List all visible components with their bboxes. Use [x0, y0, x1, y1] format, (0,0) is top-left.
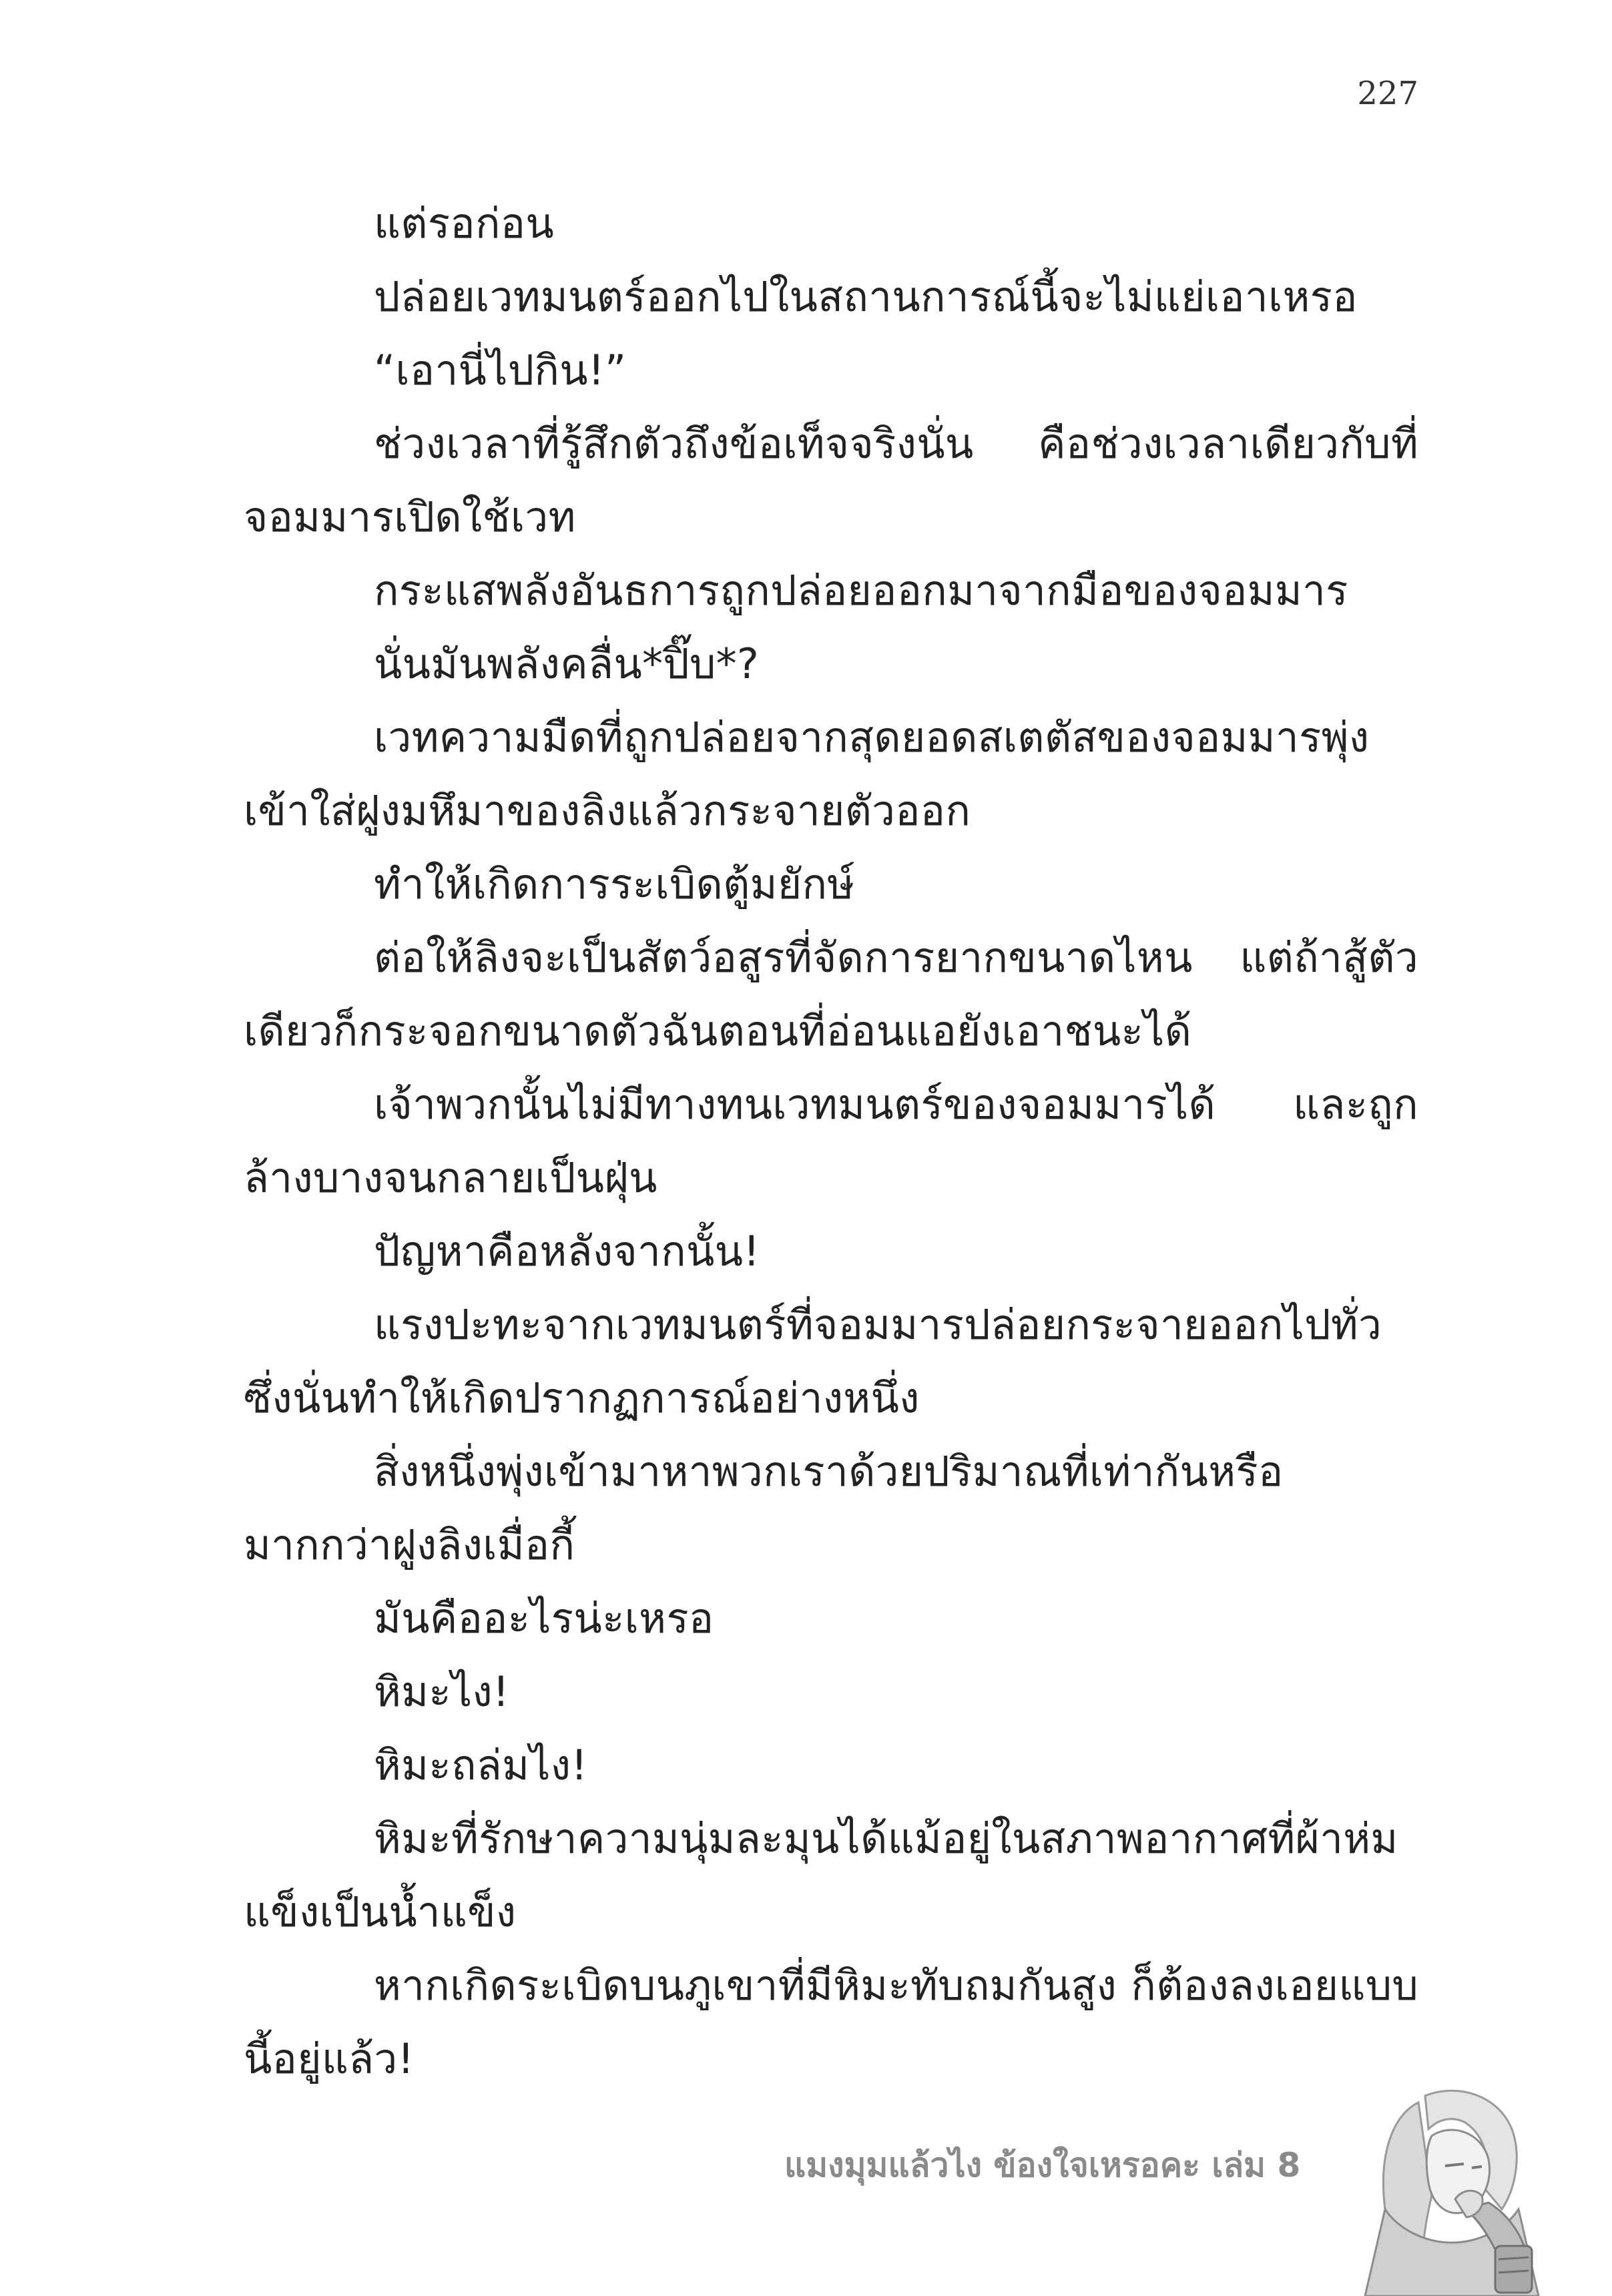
page-number: 227 — [1357, 75, 1418, 112]
paragraph: เวทความมืดที่ถูกปล่อยจากสุดยอดสเตตัสของจอมมารพุ่งเข้าใส่ฝูงมหึมาของลิงแล้วกระจายตัวออก — [244, 713, 1370, 835]
paragraph: มันคืออะไรน่ะเหรอ — [374, 1594, 714, 1643]
paragraph: ช่วงเวลาที่รู้สึกตัวถึงข้อเท็จจริงนั่น คือช่วงเวลาเดียวกับที่จอมมารเปิดใช้เวท — [244, 419, 1418, 541]
paragraph: “เอานี่ไปกิน!” — [374, 346, 627, 394]
paragraph: เจ้าพวกนั้นไม่มีทางทนเวทมนตร์ของจอมมารได้ และถูกล้างบางจนกลายเป็นฝุ่น — [244, 1080, 1418, 1202]
paragraph: ปัญหาคือหลังจากนั้น! — [374, 1227, 760, 1275]
paragraph: ต่อให้ลิงจะเป็นสัตว์อสูรที่จัดการยากขนาดไหน แต่ถ้าสู้ตัวเดียวก็กระจอกขนาดตัวฉันตอนที่อ่อนแอยังเอาชนะได้ — [244, 933, 1418, 1055]
paragraph: หิมะถล่มไง! — [374, 1741, 588, 1789]
paragraph: หากเกิดระเบิดบนภูเขาที่มีหิมะทับถมกันสูง ก็ต้องลงเอยแบบนี้อยู่แล้ว! — [244, 1961, 1418, 2083]
character-illustration — [1345, 2076, 1545, 2296]
paragraph: ปล่อยเวทมนตร์ออกไปในสถานการณ์นี้จะไม่แย่เอาเหรอ — [374, 272, 1358, 321]
body-text — [244, 187, 1418, 2096]
paragraph: กระแสพลังอันธการถูกปล่อยออกมาจากมือของจอมมาร — [374, 566, 1348, 615]
paragraph: ทำให้เกิดการระเบิดตู้มยักษ์ — [374, 860, 855, 908]
paragraph: นั่นมันพลังคลื่น*ปิ๊บ*? — [374, 639, 760, 688]
footer-book-title: แมงมุมแล้วไง ข้องใจเหรอคะ เล่ม 8 — [784, 2146, 1301, 2185]
paragraph: แต่รอก่อน — [374, 199, 555, 248]
paragraph: หิมะไง! — [374, 1667, 510, 1716]
paragraph: สิ่งหนึ่งพุ่งเข้ามาหาพวกเราด้วยปริมาณที่เท่ากันหรือมากกว่าฝูงลิงเมื่อกี้ — [244, 1447, 1284, 1569]
paragraph: หิมะที่รักษาความนุ่มละมุนได้แม้อยู่ในสภาพอากาศที่ผ้าห่มแข็งเป็นน้ำแข็ง — [244, 1814, 1398, 1936]
paragraph: แรงปะทะจากเวทมนตร์ที่จอมมารปล่อยกระจายออกไปทั่วซึ่งนั่นทำให้เกิดปรากฏการณ์อย่างหนึ่ง — [244, 1300, 1382, 1422]
